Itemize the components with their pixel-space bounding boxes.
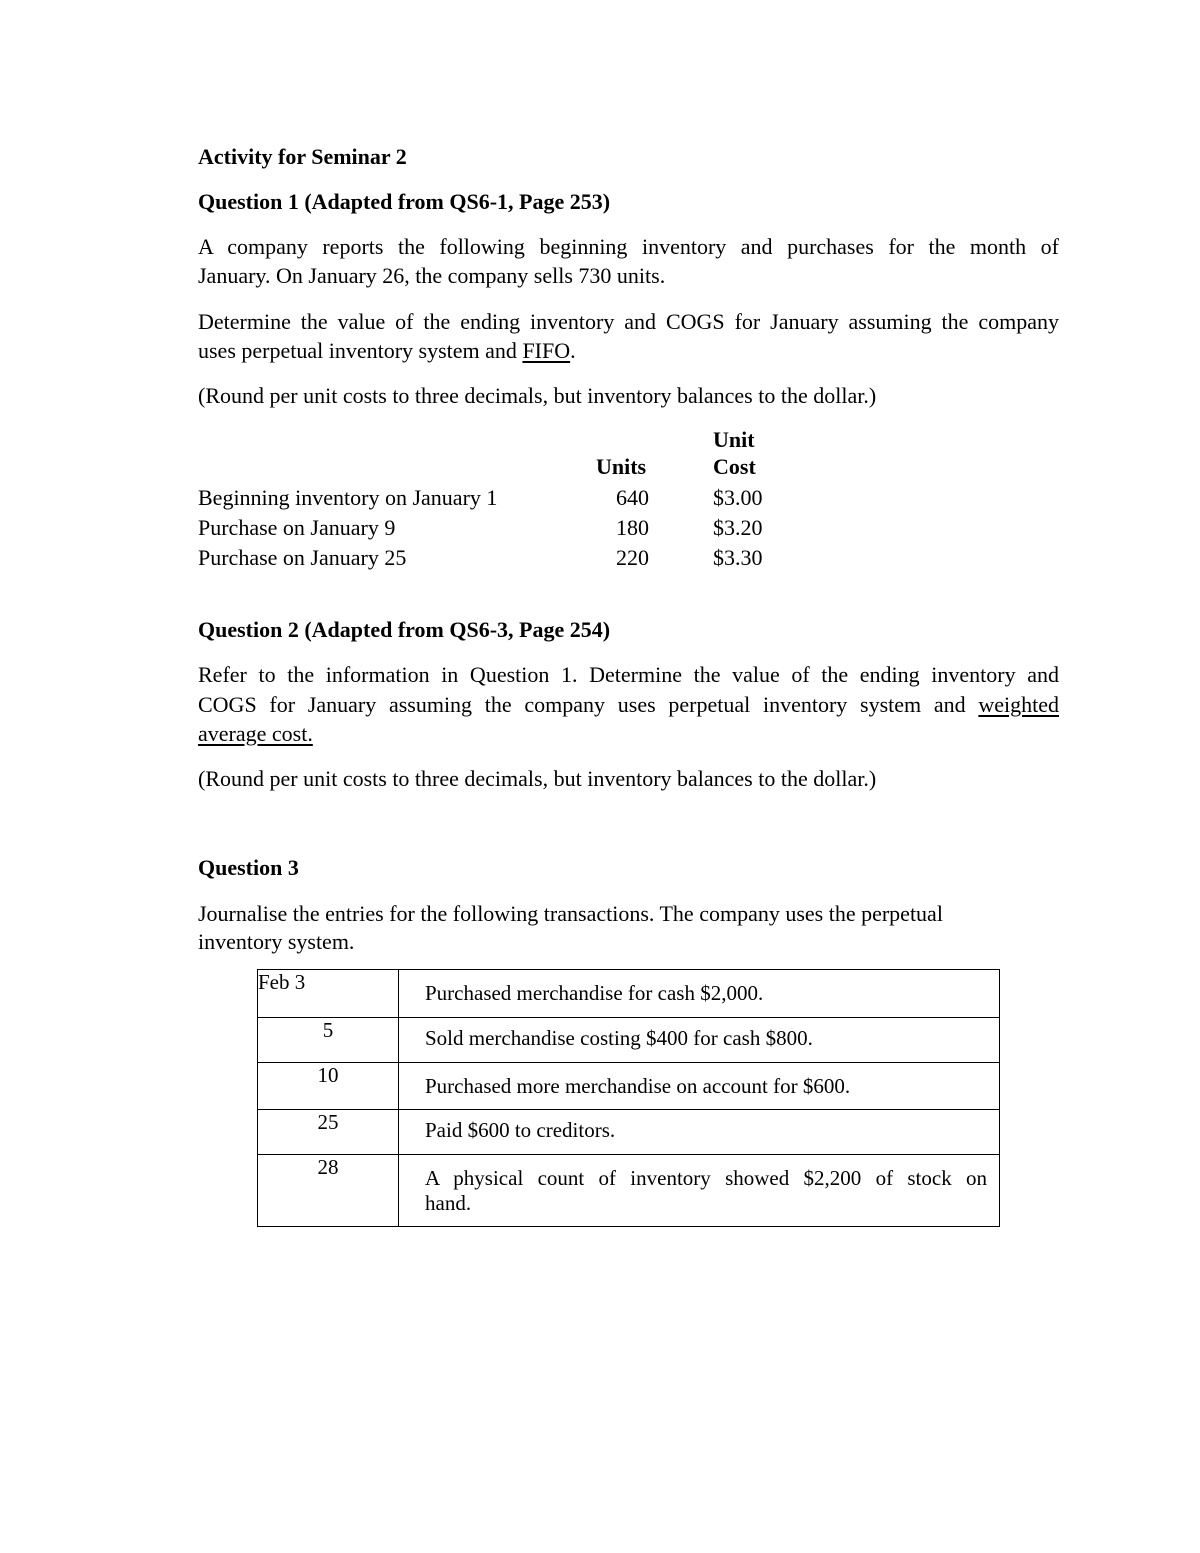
q1-heading: Question 1 (Adapted from QS6-1, Page 253) xyxy=(198,189,611,214)
q3-heading: Question 3 xyxy=(198,855,299,880)
q2-round-note: (Round per unit costs to three decimals, but inventory balances to the dollar.) xyxy=(198,766,877,791)
table-row xyxy=(258,970,1000,1018)
inventory-row-label: Purchase on January 9 xyxy=(198,515,396,540)
transaction-description: A physical count of inventory showed $2,200 of stock on hand. xyxy=(399,1155,1000,1227)
table-row xyxy=(258,1155,1000,1227)
q1-para2-line1: Determine the value of the ending inventory and COGS for January assuming the company xyxy=(198,309,1059,334)
inventory-row-cost: $3.30 xyxy=(713,545,763,570)
weighted-emphasis: weighted xyxy=(978,692,1059,717)
transaction-date: 28 xyxy=(258,1155,399,1227)
q1-para2-line2: uses perpetual inventory system and FIFO. xyxy=(198,338,576,363)
inventory-row-units: 220 xyxy=(616,545,649,570)
q2-heading: Question 2 (Adapted from QS6-3, Page 254) xyxy=(198,617,611,642)
inventory-row-label: Purchase on January 25 xyxy=(198,545,407,570)
col-header-unit: Unit xyxy=(713,427,755,452)
table-row xyxy=(258,1018,1000,1063)
inventory-row-label: Beginning inventory on January 1 xyxy=(198,485,498,510)
fifo-emphasis: FIFO xyxy=(522,338,571,363)
inventory-row-cost: $3.20 xyxy=(713,515,763,540)
transactions-table xyxy=(257,969,1000,1227)
col-header-cost: Cost xyxy=(713,454,756,479)
transaction-date: 25 xyxy=(258,1110,399,1155)
table-row xyxy=(258,1110,1000,1155)
inventory-row-cost: $3.00 xyxy=(713,485,763,510)
q1-para1-line2: January. On January 26, the company sells 730 units. xyxy=(198,263,666,288)
q3-intro-line2: inventory system. xyxy=(198,929,355,954)
transaction-description: Purchased merchandise for cash $2,000. xyxy=(399,970,1000,1018)
q3-intro-line1: Journalise the entries for the following transactions. The company uses the perpetual xyxy=(198,901,943,926)
page-title: Activity for Seminar 2 xyxy=(198,144,407,169)
transaction-date: 10 xyxy=(258,1063,399,1110)
inventory-row-units: 640 xyxy=(616,485,649,510)
q1-para1-line1: A company reports the following beginning inventory and purchases for the month of xyxy=(198,234,1059,259)
transaction-description: Sold merchandise costing $400 for cash $800. xyxy=(399,1018,1000,1063)
inventory-row-units: 180 xyxy=(616,515,649,540)
transaction-date: Feb 3 xyxy=(258,970,399,1018)
q2-line1: Refer to the information in Question 1. Determine the value of the ending inventory and xyxy=(198,662,1059,687)
q1-round-note: (Round per unit costs to three decimals, but inventory balances to the dollar.) xyxy=(198,383,877,408)
transaction-description: Purchased more merchandise on account for $600. xyxy=(399,1063,1000,1110)
table-row xyxy=(258,1063,1000,1110)
transaction-description: Paid $600 to creditors. xyxy=(399,1110,1000,1155)
q2-line3 xyxy=(198,721,313,747)
q2-line2: COGS for January assuming the company uses perpetual inventory system and weighted xyxy=(198,692,1059,717)
col-header-units: Units xyxy=(596,454,647,479)
average-cost-emphasis: average cost. xyxy=(198,721,313,746)
transaction-date: 5 xyxy=(258,1018,399,1063)
